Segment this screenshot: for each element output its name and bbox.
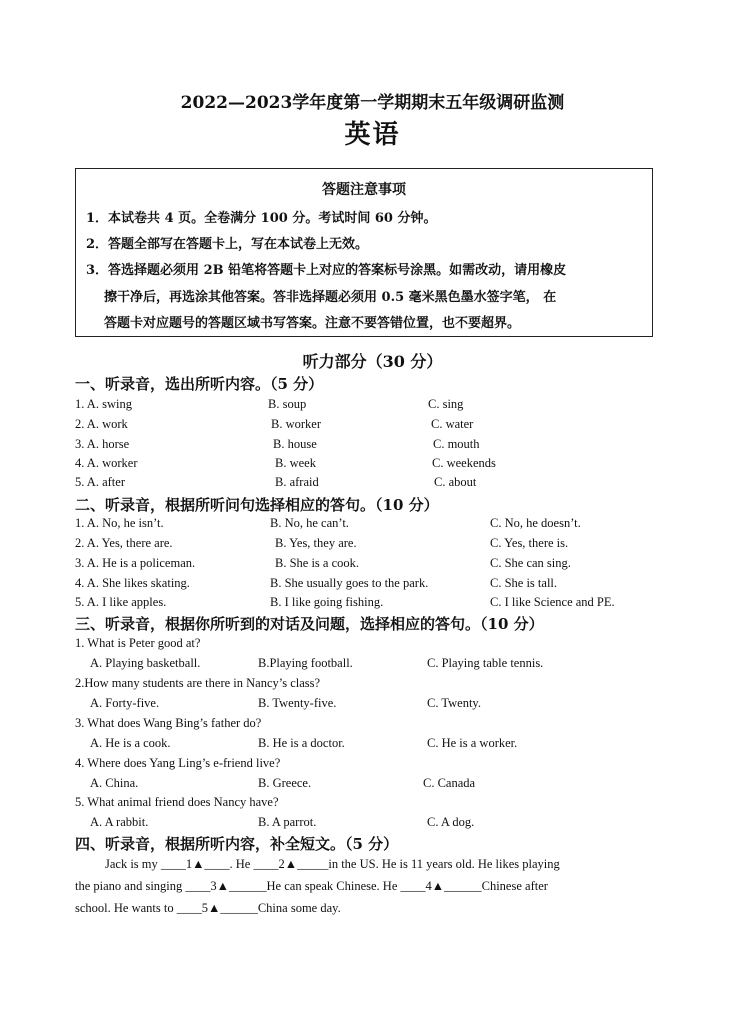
option-c: C. No, he doesn’t. (490, 516, 581, 530)
list-item (75, 536, 173, 551)
option-c: C. sing (428, 397, 464, 411)
list-item (75, 595, 166, 610)
list-item (75, 417, 128, 432)
option-c: C. Canada (423, 776, 476, 790)
option-c: C. A dog. (427, 815, 475, 829)
question: 5. What animal friend does Nancy have? (75, 795, 279, 809)
option-c: C. Twenty. (427, 696, 481, 710)
option-b: B. Greece. (258, 776, 312, 790)
question: 3. What does Wang Bing’s father do? (75, 716, 262, 730)
option-b: B. house (273, 437, 317, 451)
option-b: B. A parrot. (258, 815, 317, 829)
option-a: 4. A. worker (75, 456, 138, 470)
list-item (75, 475, 125, 490)
notice-line-3-cont: 擦干净后，再选涂其他答案。答非选择题必须用 0.5 毫米黑色墨水签字笔， 在 (104, 290, 557, 305)
option-b: B. worker (271, 417, 321, 431)
notice-line-1: 1．本试卷共 4 页。全卷满分 100 分。考试时间 60 分钟。 (86, 211, 437, 226)
option-a: 5. A. after (75, 475, 125, 489)
option-c: C. water (431, 417, 474, 431)
passage-line-2: the piano and singing ____3▲______He can speak Chinese. He ____4▲______Chinese after (75, 879, 548, 893)
option-b: B. She usually goes to the park. (270, 576, 429, 590)
option-b: B. No, he can’t. (270, 516, 349, 530)
option-a: 3. A. He is a policeman. (75, 556, 196, 570)
option-c: C. about (434, 475, 477, 489)
option-c: C. mouth (433, 437, 480, 451)
list-item (75, 456, 138, 471)
option-b: B. Yes, they are. (275, 536, 357, 550)
option-a: A. China. (90, 776, 139, 790)
option-a: 1. A. swing (75, 397, 132, 411)
list-item (75, 576, 190, 591)
option-c: C. Yes, there is. (490, 536, 569, 550)
option-a: 2. A. work (75, 417, 128, 431)
passage-line-3: school. He wants to ____5▲______China some day. (75, 901, 341, 915)
option-b: B.Playing football. (258, 656, 353, 670)
option-c: C. She is tall. (490, 576, 558, 590)
question: 1. What is Peter good at? (75, 636, 201, 650)
option-a: 4. A. She likes skating. (75, 576, 190, 590)
question: 4. Where does Yang Ling’s e-friend live? (75, 756, 281, 770)
notice-line-3: 3．答选择题必须用 2B 铅笔将答题卡上对应的答案标号涂黑。如需改动，请用橡皮 (86, 263, 567, 278)
option-b: B. soup (268, 397, 307, 411)
option-b: B. Twenty-five. (258, 696, 337, 710)
notice-title: 答题注意事项 (322, 182, 406, 198)
option-b: B. I like going fishing. (270, 595, 384, 609)
option-a: 5. A. I like apples. (75, 595, 167, 609)
option-a: A. Playing basketball. (90, 656, 201, 670)
option-b: B. He is a doctor. (258, 736, 345, 750)
option-a: 3. A. horse (75, 437, 130, 451)
list-item (75, 516, 164, 531)
exam-title: 2022—2023学年度第一学期期末五年级调研监测 (180, 93, 565, 113)
notice-line-2: 2．答题全部写在答题卡上，写在本试卷上无效。 (86, 237, 369, 252)
list-item (75, 397, 132, 412)
section-3-title: 三、听录音，根据你所听到的对话及问题，选择相应的答句。（10 分） (75, 615, 544, 633)
option-a: A. Forty-five. (90, 696, 160, 710)
option-b: B. week (275, 456, 316, 470)
option-a: A. A rabbit. (90, 815, 149, 829)
option-c: C. Playing table tennis. (427, 656, 544, 670)
section-4-title: 四、听录音，根据所听内容，补全短文。（5 分） (75, 835, 399, 853)
option-a: 2. A. Yes, there are. (75, 536, 173, 550)
notice-box (75, 168, 653, 337)
question: 2.How many students are there in Nancy’s class? (75, 676, 321, 690)
subject-title: 英语 (344, 120, 401, 150)
option-c: C. I like Science and PE. (490, 595, 615, 609)
section-1-title: 一、听录音，选出所听内容。（5 分） (75, 375, 324, 393)
part-title: 听力部分（30 分） (302, 352, 443, 371)
option-b: B. She is a cook. (275, 556, 360, 570)
option-a: A. He is a cook. (90, 736, 171, 750)
option-c: C. She can sing. (490, 556, 571, 570)
passage-line-1: Jack is my ____1▲____. He ____2▲_____in the US. He is 11 years old. He likes playing (105, 857, 560, 871)
section-2-title: 二、听录音，根据所听问句选择相应的答句。（10 分） (75, 496, 439, 514)
option-a: 1. A. No, he isn’t. (75, 516, 164, 530)
list-item (75, 437, 129, 452)
option-c: C. He is a worker. (427, 736, 518, 750)
option-c: C. weekends (432, 456, 496, 470)
list-item (75, 556, 195, 571)
option-b: B. afraid (275, 475, 319, 489)
notice-line-3-cont2: 答题卡对应题号的答题区域书写答案。注意不要答错位置，也不要超界。 (104, 316, 521, 331)
